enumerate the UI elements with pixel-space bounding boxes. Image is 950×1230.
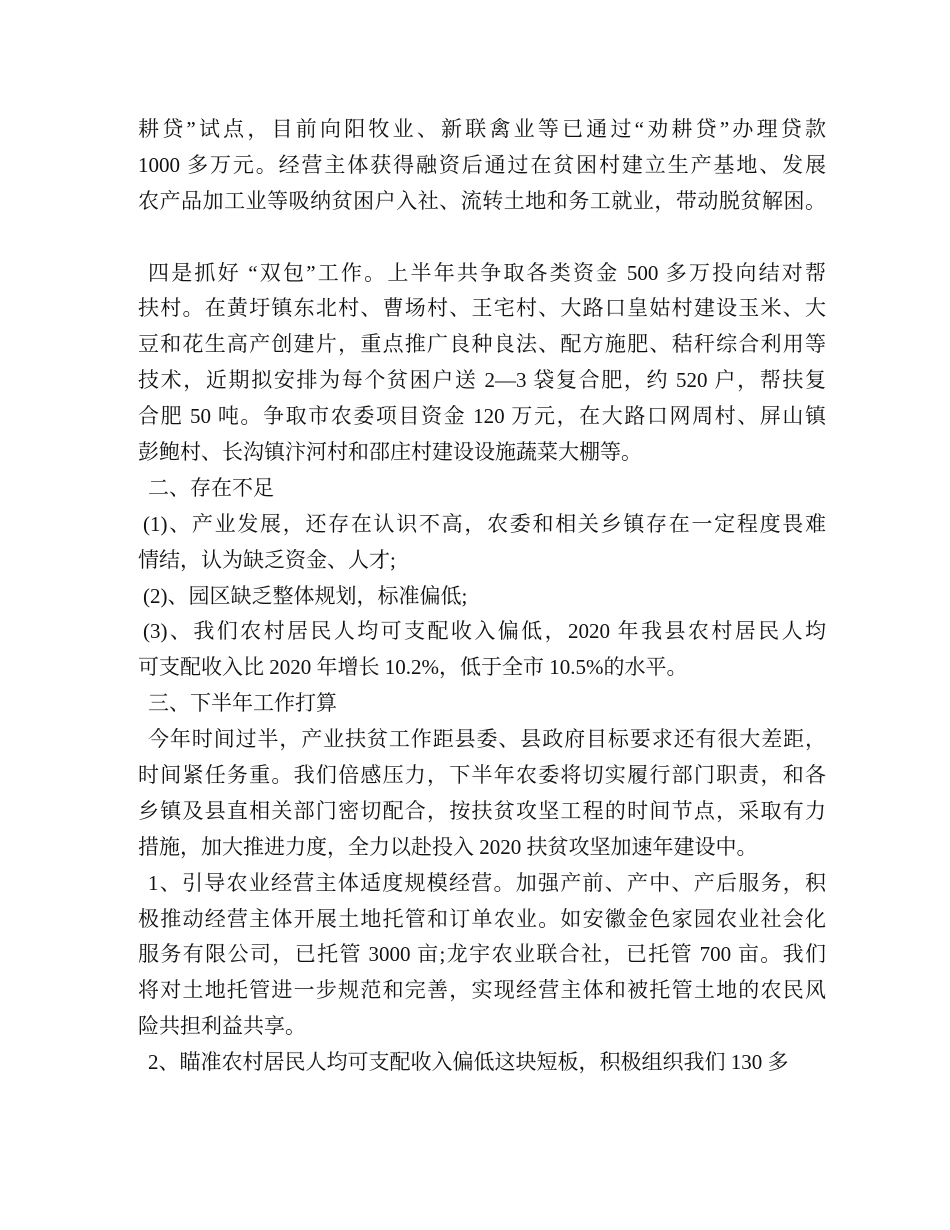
text-line: 极推动经营主体开展土地托管和订单农业。如安徽金色家园农业社会化 [138,906,826,931]
paragraph-shortcoming-1 [138,507,826,579]
section-heading: 二、存在不足 [148,475,274,500]
text-line: (2)、园区缺乏整体规划，标准偏低; [143,583,468,608]
blank-line [138,220,826,256]
text-line: 扶村。在黄圩镇东北村、曹场村、王宅村、大路口皇姑村建设玉米、大 [138,296,826,321]
text-line: 情结，认为缺乏资金、人才; [138,547,396,572]
text-line: 今年时间过半，产业扶贫工作距县委、县政府目标要求还有很大差距， [148,727,826,752]
text-line: 1000 多万元。经营主体获得融资后通过在贫困村建立生产基地、发展 [138,152,826,177]
paragraph-loan-pilot [138,112,826,220]
paragraph-plan-1 [138,866,826,1045]
text-line: 将对土地托管进一步规范和完善，实现经营主体和被托管土地的农民风 [138,978,826,1003]
text-line: 彭鲍村、长沟镇汴河村和邵庄村建设设施蔬菜大棚等。 [138,440,642,465]
document-body [138,112,826,1081]
text-line: 时间紧任务重。我们倍感压力，下半年农委将切实履行部门职责，和各 [138,763,826,788]
text-line: 四是抓好 “双包”工作。上半年共争取各类资金 500 多万投向结对帮 [148,260,826,285]
text-line: 技术，近期拟安排为每个贫困户送 2—3 袋复合肥，约 520 户，帮扶复 [138,368,826,393]
text-line: 豆和花生高产创建片，重点推广良种良法、配方施肥、秸秆综合利用等 [138,332,826,357]
text-line: 农产品加工业等吸纳贫困户入社、流转土地和务工就业，带动脱贫解困。 [138,188,826,213]
paragraph-plan-intro [138,722,826,866]
section-heading: 三、下半年工作打算 [148,691,337,716]
paragraph-plan-2 [138,1045,826,1081]
text-line: 1、引导农业经营主体适度规模经营。加强产前、产中、产后服务，积 [148,870,826,895]
text-line: 服务有限公司，已托管 3000 亩;龙宇农业联合社，已托管 700 亩。我们 [138,942,826,967]
paragraph-shortcoming-3 [138,614,826,686]
text-line: (3)、我们农村居民人均可支配收入偏低，2020 年我县农村居民人均 [143,619,826,644]
text-line: (1)、产业发展，还存在认识不高，农委和相关乡镇存在一定程度畏难 [143,511,826,536]
paragraph-double-package [138,256,826,471]
text-line: 2、瞄准农村居民人均可支配收入偏低这块短板，积极组织我们 130 多 [148,1050,789,1075]
text-line: 耕贷”试点，目前向阳牧业、新联禽业等已通过“劝耕贷”办理贷款 [138,117,826,141]
text-line: 合肥 50 吨。争取市农委项目资金 120 万元，在大路口网周村、屏山镇 [138,404,826,429]
text-line: 险共担利益共享。 [138,1014,306,1039]
text-line: 乡镇及县直相关部门密切配合，按扶贫攻坚工程的时间节点，采取有力 [138,798,826,823]
text-line: 措施，加大推进力度，全力以赴投入 2020 扶贫攻坚加速年建设中。 [138,834,758,859]
text-line: 可支配收入比 2020 年增长 10.2%，低于全市 10.5%的水平。 [138,655,688,680]
